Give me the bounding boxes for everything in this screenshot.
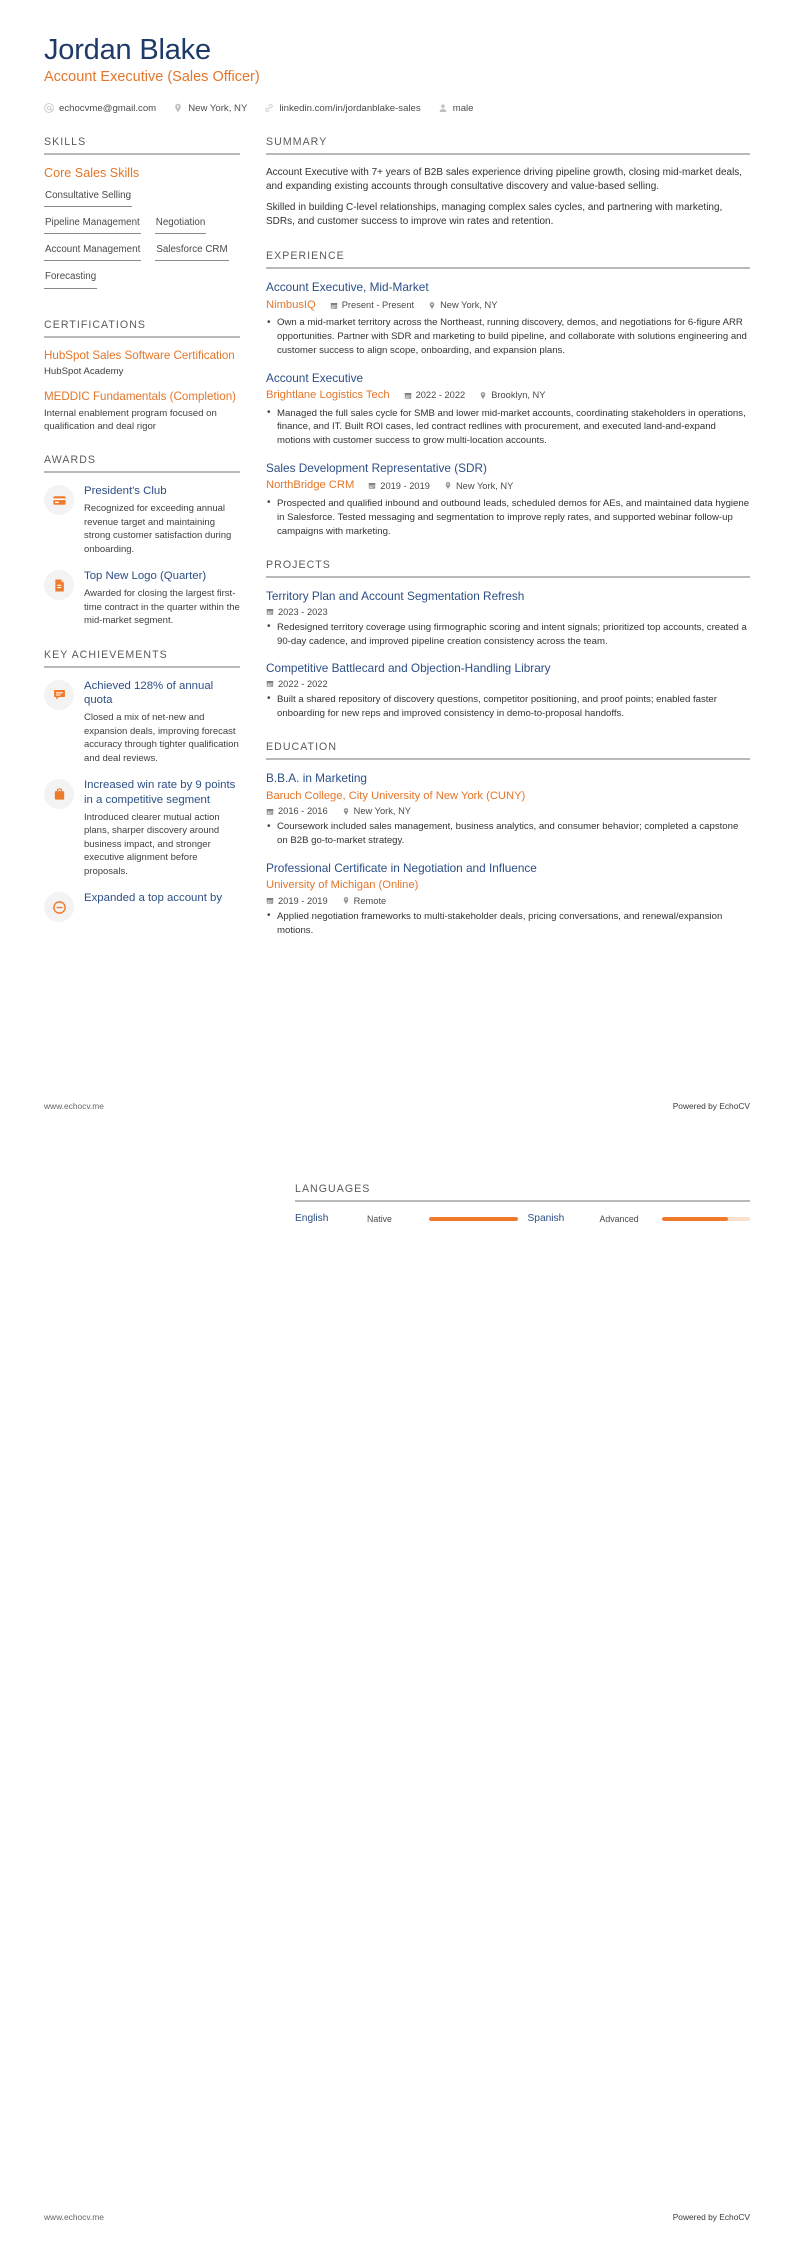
- contact-email-text: echocvme@gmail.com: [59, 102, 157, 114]
- chat-bubble-icon: [52, 687, 67, 702]
- resume-header: [44, 34, 750, 114]
- bullet: • Coursework included sales management, business analytics, and consumer behavior; completed a capstone on B2B go-to-market strategy.: [266, 820, 750, 848]
- email-icon: [44, 103, 54, 113]
- footer-site[interactable]: www.echocv.me: [44, 2212, 104, 2222]
- project-meta: [266, 679, 750, 689]
- section-projects: [266, 559, 750, 720]
- education-meta: [266, 806, 750, 816]
- achievement-item: [44, 891, 240, 922]
- section-languages: [295, 1183, 750, 1224]
- language-proficiency-bar: [429, 1217, 518, 1221]
- award-body: [84, 484, 240, 556]
- right-column: [266, 136, 750, 958]
- page-footer-bottom: [44, 2212, 750, 2222]
- experience-dates: [404, 390, 466, 400]
- education-location-text: New York, NY: [353, 806, 411, 817]
- achievement-badge: [44, 779, 74, 809]
- certification-name: HubSpot Sales Software Certification: [44, 348, 235, 362]
- education-dates-text: 2016 - 2016: [278, 806, 328, 817]
- footer-powered-by: Powered by EchoCV: [672, 1101, 750, 1111]
- education-org: University of Michigan (Online): [266, 879, 419, 892]
- education-location-text: Remote: [353, 895, 387, 906]
- experience-entry: [266, 280, 750, 357]
- experience-dates: [330, 300, 414, 310]
- project-meta: [266, 607, 750, 617]
- location-pin-icon: [444, 481, 452, 490]
- summary-paragraph: Skilled in building C-level relationships, managing complex sales cycles, and partnering with marketing, SDRs, and customer success to improve win rates and retention.: [266, 201, 723, 228]
- location-pin-icon: [173, 103, 183, 113]
- education-title: Professional Certificate in Negotiation and Influence: [266, 860, 537, 875]
- location-pin-icon: [342, 896, 350, 905]
- education-dates: [266, 896, 328, 906]
- section-divider: [44, 153, 240, 155]
- award-body: [84, 569, 240, 627]
- achievement-item: [44, 778, 240, 878]
- project-title: Competitive Battlecard and Objection-Handling Library: [266, 661, 551, 676]
- skill-chip-list: [44, 189, 240, 298]
- experience-location: [479, 390, 545, 400]
- person-icon: [438, 103, 448, 113]
- language-proficiency-bar: [662, 1217, 751, 1221]
- contact-gender-text: male: [452, 102, 474, 114]
- award-badge: [44, 570, 74, 600]
- experience-org: Brightlane Logistics Tech: [266, 389, 390, 402]
- language-list: [295, 1213, 750, 1224]
- project-entry: [266, 589, 750, 648]
- experience-entry: [266, 371, 750, 448]
- resume-columns: [44, 136, 750, 958]
- experience-title: Account Executive: [266, 370, 364, 385]
- language-level: Advanced: [599, 1213, 639, 1224]
- section-awards: [44, 454, 240, 627]
- page-title: Jordan Blake: [44, 34, 211, 66]
- calendar-icon: [266, 807, 274, 816]
- project-dates-text: 2022 - 2022: [278, 678, 328, 689]
- section-divider: [44, 666, 240, 668]
- skill-chip: Negotiation: [155, 216, 207, 234]
- experience-location: [444, 481, 513, 491]
- experience-meta: [266, 298, 750, 313]
- achievement-desc: Closed a mix of net-new and expansion deals, improving forecast accuracy through tighter qualification and deal reviews.: [84, 712, 239, 764]
- section-title-languages: LANGUAGES: [295, 1183, 371, 1195]
- achievement-badge: [44, 892, 74, 922]
- section-divider: [266, 267, 750, 269]
- contact-row: [44, 103, 750, 114]
- education-entry: [266, 771, 750, 848]
- footer-powered-by: Powered by EchoCV: [672, 2212, 750, 2222]
- link-icon: [264, 103, 274, 113]
- education-dates-text: 2019 - 2019: [278, 895, 328, 906]
- certification-name: MEDDIC Fundamentals (Completion): [44, 389, 237, 403]
- section-divider: [266, 576, 750, 578]
- award-item: [44, 569, 240, 627]
- experience-org: NorthBridge CRM: [266, 479, 355, 492]
- experience-location-text: Brooklyn, NY: [491, 390, 546, 401]
- left-column: [44, 136, 240, 943]
- project-dates-text: 2023 - 2023: [278, 606, 328, 617]
- achievement-body: [84, 778, 240, 878]
- language-name: Spanish: [527, 1213, 565, 1224]
- experience-dates-text: 2022 - 2022: [415, 390, 466, 401]
- achievement-desc: Introduced clearer mutual action plans, sharper discovery around business impact, and stronger executive alignment before proposals.: [84, 811, 220, 877]
- calendar-icon: [330, 301, 338, 310]
- language-item: [295, 1213, 518, 1224]
- header-role: Account Executive (Sales Officer): [44, 69, 260, 86]
- education-title: B.B.A. in Marketing: [266, 771, 367, 786]
- project-bullets: [266, 621, 750, 649]
- achievement-title: Achieved 128% of annual quota: [84, 679, 214, 707]
- education-entry: [266, 861, 750, 938]
- section-title-awards: AWARDS: [44, 454, 97, 467]
- skill-group-name: Core Sales Skills: [44, 165, 140, 180]
- experience-dates-text: Present - Present: [341, 300, 415, 311]
- section-divider: [295, 1200, 750, 1202]
- education-meta: [266, 896, 750, 906]
- page-footer-mid: [44, 1101, 750, 1111]
- contact-linkedin-text: linkedin.com/in/jordanblake-sales: [279, 102, 421, 114]
- experience-bullets: [266, 497, 750, 538]
- section-key-achievements: [44, 649, 240, 923]
- location-pin-icon: [428, 301, 436, 310]
- certification-issuer: HubSpot Academy: [44, 366, 124, 378]
- footer-site[interactable]: www.echocv.me: [44, 1101, 104, 1111]
- calendar-icon: [266, 679, 274, 688]
- bullet: • Own a mid-market territory across the Northeast, running discovery, demos, and negotiations for 6-figure ARR opportunities. Partner with SDR and marketing to build pipeline, and collaborate with solutions engineering and customer success to align scope, onboarding, and expansion plans.: [266, 316, 750, 357]
- award-desc: Recognized for exceeding annual revenue target and maintaining strong customer satisfaction during onboarding.: [84, 503, 232, 555]
- education-org: Baruch College, City University of New York (CUNY): [266, 789, 526, 802]
- language-level: Native: [367, 1213, 392, 1224]
- education-bullets: [266, 910, 750, 938]
- briefcase-icon: [52, 787, 67, 802]
- section-title-summary: SUMMARY: [266, 135, 328, 148]
- achievement-body: [84, 891, 240, 909]
- bullet: • Redesigned territory coverage using firmographic scoring and intent signals; prioritized top accounts, created a 90-day cadence, and improved pipeline creation consistency across the team.: [266, 621, 750, 649]
- contact-location-text: New York, NY: [188, 102, 248, 114]
- experience-title: Account Executive, Mid-Market: [266, 280, 429, 295]
- skill-chip: Pipeline Management: [44, 216, 141, 234]
- certification-issuer: Internal enablement program focused on qualification and deal rigor: [44, 407, 217, 433]
- experience-entry: [266, 461, 750, 538]
- document-icon: [52, 578, 67, 593]
- section-skills: [44, 136, 240, 298]
- experience-title: Sales Development Representative (SDR): [266, 461, 487, 476]
- summary-paragraph: Account Executive with 7+ years of B2B sales experience driving pipeline growth, closing mid-market deals, and expanding existing accounts through consultative discovery and value-based selling.: [266, 166, 743, 193]
- section-experience: [266, 250, 750, 538]
- section-divider: [44, 471, 240, 473]
- experience-meta: [266, 388, 750, 403]
- award-badge: [44, 485, 74, 515]
- education-dates: [266, 806, 328, 816]
- certification-item: [44, 349, 240, 379]
- skill-chip: Salesforce CRM: [155, 243, 228, 261]
- section-divider: [44, 336, 240, 338]
- section-title-experience: EXPERIENCE: [266, 250, 345, 263]
- achievement-body: [84, 679, 240, 766]
- experience-location: [428, 300, 497, 310]
- section-title-projects: PROJECTS: [266, 559, 331, 572]
- section-divider: [266, 153, 750, 155]
- education-location: [342, 806, 411, 816]
- education-bullets: [266, 820, 750, 848]
- section-title-education: EDUCATION: [266, 741, 338, 754]
- skill-chip: Forecasting: [44, 270, 97, 288]
- section-divider: [266, 758, 750, 760]
- achievement-badge: [44, 680, 74, 710]
- section-title-certifications: CERTIFICATIONS: [44, 318, 147, 331]
- award-item: [44, 484, 240, 556]
- language-name: English: [295, 1213, 329, 1224]
- location-pin-icon: [479, 391, 487, 400]
- project-entry: [266, 661, 750, 720]
- credit-card-icon: [52, 493, 67, 508]
- experience-location-text: New York, NY: [455, 480, 514, 491]
- achievement-title: Increased win rate by 9 points in a competitive segment: [84, 779, 236, 806]
- bullet: • Applied negotiation frameworks to multi-stakeholder deals, pricing conversations, and renewal/expansion motions.: [266, 910, 750, 938]
- location-pin-icon: [342, 807, 350, 816]
- project-bullets: [266, 693, 750, 721]
- language-item: [528, 1213, 751, 1224]
- experience-dates-text: 2019 - 2019: [380, 480, 430, 491]
- experience-org: NimbusIQ: [266, 298, 316, 311]
- calendar-icon: [266, 607, 274, 616]
- bullet: • Managed the full sales cycle for SMB and lower mid-market accounts, coordinating stakeholders in operations, finance, and IT. Built ROI cases, led contract redlines with procurement, and executed land-and-expand motions with customer success to grow multi-location accounts.: [266, 407, 750, 448]
- bullet: • Built a shared repository of discovery questions, competitor positioning, and proof points; enabled faster onboarding for new reps and improved consistency in demo-to-proposal handoffs.: [266, 693, 750, 721]
- section-education: [266, 741, 750, 937]
- section-certifications: [44, 319, 240, 434]
- experience-bullets: [266, 316, 750, 357]
- contact-gender: [438, 103, 474, 114]
- contact-linkedin[interactable]: [264, 103, 420, 114]
- achievement-title: Expanded a top account by: [84, 892, 223, 905]
- project-title: Territory Plan and Account Segmentation Refresh: [266, 589, 525, 604]
- section-title-skills: SKILLS: [44, 135, 87, 148]
- award-desc: Awarded for closing the largest first-time contract in the quarter within the mid-market segment.: [84, 588, 240, 627]
- experience-dates: [368, 481, 430, 491]
- contact-email[interactable]: [44, 103, 156, 114]
- skill-chip: Account Management: [44, 243, 141, 261]
- minus-circle-icon: [52, 900, 67, 915]
- project-dates: [266, 679, 328, 689]
- award-title: President's Club: [84, 485, 167, 498]
- bullet: • Prospected and qualified inbound and outbound leads, scheduled demos for AEs, and maintained data hygiene in Salesforce. Tested messaging and segmentation to improve reply rates, and supported webinar follow-up campaigns with marketing.: [266, 497, 750, 538]
- calendar-icon: [368, 481, 376, 490]
- education-location: [342, 896, 387, 906]
- calendar-icon: [404, 391, 412, 400]
- experience-bullets: [266, 407, 750, 448]
- contact-location: [173, 103, 247, 114]
- experience-location-text: New York, NY: [440, 300, 498, 311]
- experience-meta: [266, 478, 750, 493]
- award-title: Top New Logo (Quarter): [84, 570, 207, 583]
- calendar-icon: [266, 896, 274, 905]
- achievement-item: [44, 679, 240, 766]
- certification-item: [44, 390, 240, 434]
- skill-chip: Consultative Selling: [44, 189, 132, 207]
- section-summary: [266, 136, 750, 230]
- section-title-key-achievements: KEY ACHIEVEMENTS: [44, 648, 168, 661]
- project-dates: [266, 607, 328, 617]
